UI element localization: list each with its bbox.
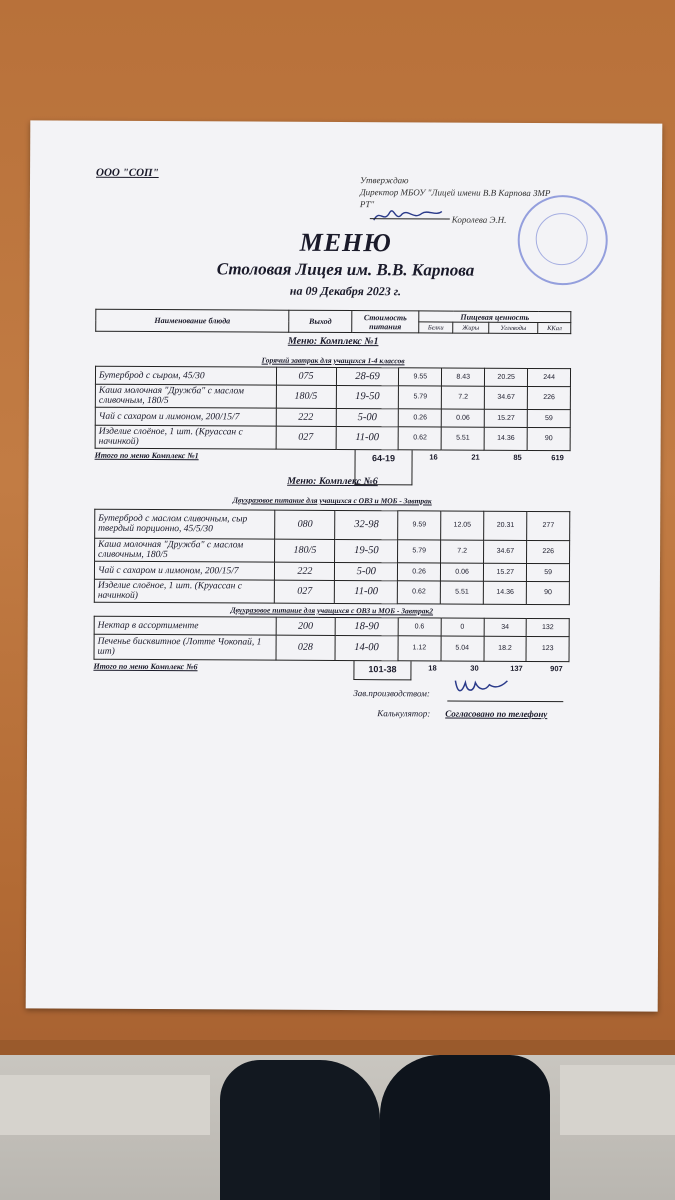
- dish-protein: 0.62: [399, 427, 442, 450]
- dish-carbs: 15.27: [484, 409, 527, 427]
- dish-output: 027: [275, 580, 335, 603]
- production-manager-label: Зав.производством:: [353, 688, 430, 699]
- table-row: [94, 634, 569, 661]
- dish-name: Изделие слоёное, 1 шт. (Круассан с начинкой): [94, 579, 274, 603]
- dish-carbs: 20.31: [484, 511, 527, 540]
- dish-fat: 0.06: [440, 563, 483, 581]
- dish-output: 180/5: [275, 539, 335, 562]
- header-dish-name: Наименование блюда: [96, 309, 289, 332]
- dish-protein: 5.79: [398, 540, 441, 563]
- dish-protein: 9.59: [398, 511, 441, 540]
- dish-name: Чай с сахаром и лимоном, 200/15/7: [94, 561, 274, 580]
- dish-fat: 5.04: [441, 636, 484, 661]
- header-kcal: ККал: [538, 323, 571, 334]
- dish-price: 28-69: [336, 367, 399, 385]
- complex6-subheading-b: Двухразовое питание для учащихся с ОВЗ и МОБ - Завтрак2: [230, 605, 434, 616]
- dish-fat: 5.51: [441, 427, 484, 450]
- dish-protein: 0.6: [398, 618, 441, 636]
- dish-output: 028: [276, 635, 335, 660]
- dish-name: Чай с сахаром и лимоном, 200/15/7: [95, 407, 276, 426]
- dish-carbs: 34.67: [484, 386, 527, 409]
- complex6-total-price: 101-38: [353, 661, 411, 680]
- complex1-total-carbs: 85: [513, 452, 522, 462]
- complex1-heading: Меню: Комплекс №1: [287, 335, 379, 348]
- header-output: Выход: [289, 310, 352, 332]
- dish-fat: 0: [441, 618, 484, 636]
- floor-tile: [0, 1075, 210, 1135]
- dish-kcal: 59: [528, 409, 571, 427]
- dish-protein: 0.26: [399, 409, 442, 427]
- dish-price: 11-00: [335, 580, 398, 603]
- calculator-value: Согласовано по телефону: [445, 708, 548, 720]
- complex1-total-protein: 16: [429, 452, 438, 462]
- dish-output: 080: [275, 510, 335, 539]
- dish-name: Каша молочная "Дружба" с маслом сливочным, 180/5: [95, 384, 276, 408]
- dish-price: 14-00: [335, 635, 398, 660]
- document-subtitle: Столовая Лицея им. В.В. Карпова: [216, 259, 475, 280]
- dish-fat: 12.05: [441, 511, 484, 540]
- table-row: [95, 538, 570, 563]
- complex1-total-kcal: 619: [551, 453, 564, 463]
- dish-carbs: 18.2: [484, 636, 527, 661]
- dish-kcal: 123: [526, 636, 569, 661]
- complex6-total-carbs: 137: [510, 663, 523, 673]
- dish-carbs: 14.36: [484, 427, 527, 450]
- menu-paper: [26, 120, 663, 1011]
- dish-kcal: 226: [527, 540, 570, 563]
- complex6-table-b: [94, 616, 570, 662]
- complex6-total-fat: 30: [470, 663, 479, 673]
- dish-name: Бутерброд с маслом сливочным, сыр твердый порционно, 45/5/30: [95, 509, 276, 539]
- dish-name: Печенье бисквитное (Лотте Чокопай, 1 шт): [94, 634, 276, 660]
- document-date: на 09 Декабря 2023 г.: [289, 283, 402, 299]
- dish-price: 32-98: [335, 510, 398, 539]
- dish-fat: 0.06: [442, 409, 485, 427]
- dish-carbs: 15.27: [484, 563, 527, 581]
- dish-carbs: 20.25: [485, 368, 528, 386]
- dish-carbs: 34: [484, 618, 527, 636]
- dish-carbs: 14.36: [483, 581, 526, 604]
- header-nutrition: Пищевая ценность: [419, 311, 571, 323]
- dish-price: 18-90: [335, 617, 398, 635]
- dish-kcal: 132: [526, 618, 569, 636]
- dish-price: 19-50: [335, 539, 398, 562]
- production-manager-signature: [451, 675, 511, 699]
- complex6-total-kcal: 907: [550, 664, 563, 674]
- header-protein: Белки: [419, 322, 453, 333]
- approval-line: Утверждаю: [359, 175, 409, 186]
- approval-line: РТ": [359, 199, 375, 210]
- header-fat: Жиры: [453, 322, 489, 333]
- production-signature-line: [447, 701, 563, 703]
- dish-fat: 5.51: [440, 581, 483, 604]
- dish-protein: 9.55: [399, 368, 442, 386]
- organization-name: ООО "СОП": [96, 166, 159, 180]
- approval-line: Директор МБОУ "Лицей имени В.В Карпова ЗМР: [359, 187, 551, 199]
- dish-name: Нектар в ассортименте: [94, 616, 276, 635]
- table-row: [95, 384, 570, 409]
- dish-price: 19-50: [336, 385, 399, 408]
- director-signature: [370, 204, 445, 226]
- dish-name: Каша молочная "Дружба" с маслом сливочным, 180/5: [95, 538, 275, 562]
- dish-carbs: 34.67: [484, 540, 527, 563]
- complex1-total-label: Итого по меню Комплекс №1: [94, 450, 199, 461]
- dish-output: 200: [276, 617, 335, 635]
- header-cost: Стоимость питания: [352, 311, 419, 333]
- dish-output: 075: [276, 367, 336, 385]
- header-carbs: Углеводы: [489, 322, 539, 333]
- approver-name: Королева Э.Н.: [451, 214, 507, 225]
- dish-output: 027: [276, 426, 336, 449]
- dish-output: 222: [275, 562, 335, 580]
- dish-kcal: 90: [527, 427, 570, 450]
- complex1-total-fat: 21: [471, 452, 480, 462]
- dish-kcal: 244: [528, 368, 571, 386]
- dish-fat: 7.2: [442, 386, 485, 409]
- complex6-total-protein: 18: [428, 663, 437, 673]
- dish-kcal: 277: [527, 511, 570, 540]
- floor-tile: [560, 1065, 675, 1135]
- dish-price: 5-00: [336, 408, 399, 426]
- complex1-total-price: 64-19: [354, 450, 412, 485]
- complex6-table-a: [94, 509, 570, 605]
- complex6-subheading-a: Двухразовое питание для учащихся с ОВЗ и МОБ - Завтрак: [232, 495, 432, 506]
- left-shoe: [220, 1060, 380, 1200]
- table-row: [95, 425, 570, 450]
- dish-price: 5-00: [335, 562, 398, 580]
- dish-output: 222: [276, 408, 336, 426]
- dish-kcal: 90: [527, 581, 570, 604]
- complex6-heading: Меню: Комплекс №6: [287, 475, 378, 488]
- dish-name: Изделие слоёное, 1 шт. (Круассан с начинкой): [95, 425, 276, 449]
- document-title: МЕНЮ: [299, 227, 392, 258]
- complex1-subheading: Горячий завтрак для учащихся 1-4 классов: [261, 355, 405, 366]
- dish-kcal: 59: [527, 563, 570, 581]
- calculator-label: Калькулятор:: [377, 708, 431, 719]
- dish-name: Бутерброд с сыром, 45/30: [95, 366, 276, 385]
- dish-protein: 0.62: [398, 581, 441, 604]
- dish-output: 180/5: [276, 385, 336, 408]
- dish-protein: 0.26: [398, 563, 441, 581]
- dish-protein: 5.79: [399, 386, 442, 409]
- dish-protein: 1.12: [398, 636, 441, 661]
- table-row: [94, 579, 569, 604]
- dish-fat: 8.43: [442, 368, 485, 386]
- dish-fat: 7.2: [441, 540, 484, 563]
- right-shoe: [380, 1055, 550, 1200]
- dish-kcal: 226: [528, 386, 571, 409]
- table-row: [95, 509, 570, 540]
- complex6-total-label: Итого по меню Комплекс №6: [93, 661, 198, 672]
- complex1-table: [95, 366, 571, 451]
- table-header: [95, 309, 571, 334]
- dish-price: 11-00: [336, 426, 399, 449]
